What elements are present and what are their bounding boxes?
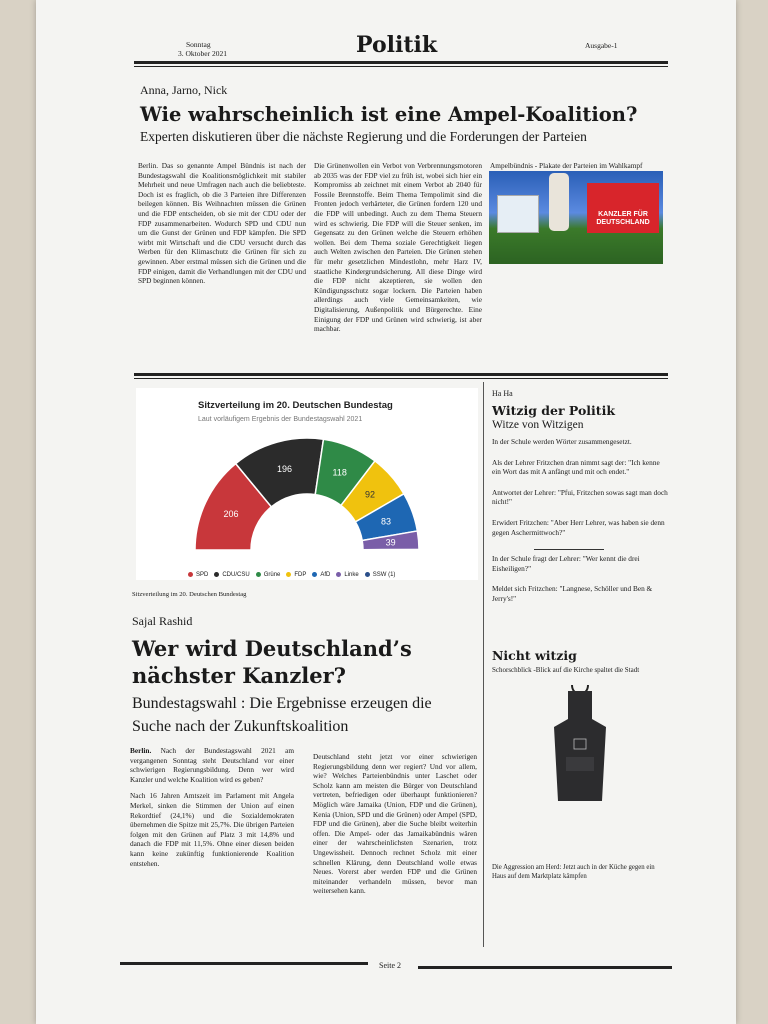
article1-photo-caption: Ampelbündnis - Plakate der Parteien im Wahlkampf <box>490 161 643 170</box>
section-title: Politik <box>356 32 438 58</box>
chart-caption: Sitzverteilung im 20. Deutschen Bundestag <box>132 591 247 598</box>
article1-col2: Die Grünenwollen ein Verbot von Verbrennungsmotoren ab 2035 was der FDP viel zu früh ist, wobei sich hier ein Kompromiss ab zeichnet mit einem Verbot ab 2040 für Fossile Brennstoffe. Beim Thema Tempolimit sind die Fronten jedoch verhärteter, die Grünen fordern 120 und die FDP will unbedingt. Auch zu dem Thema Steuern wird es schwierig. Die FDP will die Steuer senken, im Gegensatz zu den Grünen welche die Steuern erhöhen wollen. Bei dem Thema soziale Gerechtigkeit liegen auch Welten zwischen den Parteien. Die Grünen stehen für mehr gesetzlichen Mindestlohn, mehr Harz IV, staatliche Kindergrundsicherung. All diese Dinge wird die FDP nicht akzeptieren, sie wollen den Kündigungsschutz sogar lockern. Die Parteien haben allerdings auch viele Gemeinsamkeiten, wie Digitalisierung, Außenpolitik und Bürgerechte. Eine Einigung der FDP und Grünen wird schwierig, ist aber machbar. <box>314 161 482 334</box>
chart-legend <box>188 564 401 582</box>
article1-headline: Wie wahrscheinlich ist eine Ampel-Koalition? <box>140 103 638 126</box>
article1-authors: Anna, Jarno, Nick <box>140 83 228 97</box>
legend-swatch-2 <box>256 572 261 577</box>
legend-label-2: Grüne <box>263 571 281 578</box>
article2-headline: Wer wird Deutschland’s nächster Kanzler? <box>132 636 412 688</box>
issue-label: Ausgabe-1 <box>585 41 618 50</box>
sidebar-kicker: Ha Ha <box>492 389 513 398</box>
legend-item-6 <box>365 572 396 578</box>
legend-swatch-1 <box>214 572 219 577</box>
advertising-column <box>549 173 569 231</box>
legend-swatch-4 <box>312 572 317 577</box>
seat-label-5: 39 <box>385 537 396 548</box>
article2-dateline: Berlin. <box>130 746 152 755</box>
article2-author: Sajal Rashid <box>132 614 193 628</box>
legend-item-5 <box>336 572 358 578</box>
middle-rule <box>134 373 668 376</box>
not-funny-caption: Die Aggression am Herd: Jetzt auch in der Küche gegen ein Haus auf dem Marktplatz kämpfen <box>492 864 655 880</box>
legend-swatch-6 <box>365 572 370 577</box>
legend-label-4: AfD <box>320 571 331 578</box>
header-date: 3. Oktober 2021 <box>178 49 227 58</box>
joke-line-5: In der Schule fragt der Lehrer: "Wer kennt die drei Eisheiligen?" <box>492 554 640 573</box>
legend-label-5: Linke <box>344 571 359 578</box>
joke-line-3: Antwortet der Lehrer: "Pfui, Fritzchen sowas sagt man doch nicht!" <box>492 487 668 507</box>
page-number: Seite 2 <box>379 961 401 970</box>
legend-label-3: FDP <box>294 571 307 578</box>
seat-chart <box>136 428 478 558</box>
legend-swatch-0 <box>188 572 193 577</box>
legend-item-3 <box>286 572 306 578</box>
joke-line-6: Meldet sich Fritzchen: "Langnese, Schöller und Ben & Jerry's!" <box>492 584 653 603</box>
apron-image <box>550 683 610 803</box>
chart-title: Sitzverteilung im 20. Deutschen Bundestag <box>198 400 393 411</box>
article2-col2: Deutschland steht jetzt vor einer schwierigen Regierungsbildung denn wer regiert? Und vor allem, wie? Welches Parteienbündnis unter Laschet oder Scholz kann am meisten die Bürger von Deutschland vertreten, befriedigen oder überhaupt funktionieren? Möglich wäre Jamaika (Union, FDP und die Grünen), Kenia (Union, SPD und die Grünen) oder Ampel (SPD, FDP und die Grünen), aber die Suche bleibt weiterhin offen. Die Ampel- oder das Jamaikabündnis wären einer der wahrscheinlichsten Szenarien, trotz Ungewissheit. Dennoch rechnet Scholz mit einer schnellen Klärung, denn Deutschland wolle etwas Neues. Vorerst aber werden FDP und die Grünen miteinander verhandeln müssen, bevor man weitersehen kann. <box>313 752 477 896</box>
article2-subhead: Bundestagswahl : Die Ergebnisse erzeugen die Suche nach der Zukunftskoalition <box>132 695 432 735</box>
legend-swatch-5 <box>336 572 341 577</box>
not-funny-title: Nicht witzig <box>492 648 577 663</box>
legend-item-4 <box>312 572 330 578</box>
article2-paragraph-1 <box>130 746 294 784</box>
column-divider <box>483 382 484 947</box>
seat-label-3: 92 <box>365 489 376 500</box>
article2-col1 <box>130 746 294 875</box>
jokes-column <box>492 437 668 611</box>
legend-item-0 <box>188 572 208 578</box>
header-rule <box>134 61 668 64</box>
legend-label-6: SSW (1) <box>372 571 396 578</box>
seat-label-1: 196 <box>276 464 292 475</box>
footer-rule-left <box>120 962 368 965</box>
sidebar-title: Witzig der Politik <box>492 403 615 418</box>
legend-swatch-3 <box>286 572 291 577</box>
joke-line-1: In der Schule werden Wörter zusammengesetzt. <box>492 437 632 446</box>
seat-label-2: 118 <box>332 467 347 478</box>
article2-paragraph-2: Nach 16 Jahren Amtszeit im Parlament mit Angela Merkel, sinken die Stimmen der Union auf einen Rekordtief (24,1%) und die Sozialdemokraten übernehmen die Spitze mit 25,7%. Die übrigen Parteien folgen mit den Grünen auf Platz 3 mit 14,8% und danach die FDP mit 11,5%. Ohne einer diesen beiden kann keine zukünftig funktionierende Koalition entstehen. <box>130 791 294 868</box>
chart-panel <box>136 388 478 580</box>
poster-right <box>587 183 659 233</box>
article2-paragraph-1-text: Nach der Bundestagswahl 2021 am vergangenen Sonntag steht Deutschland vor einer schwierigen Regierungsbildung. Denn wer wird Kanzler und welche Koalition wird es geben? <box>130 746 294 784</box>
article1-col1: Berlin. Das so genannte Ampel Bündnis ist nach der Bundestagswahl die Koalitionsmöglichkeit mit stabiler Mehrheit und neue Umfragen nach auch die beliebteste. Doch ist es fraglich, ob die 3 Parteien ihre Differenzen beilegen können. Bis Weihnachten müssen die Grünen und die FDP entscheiden, ob sie mit der CDU oder der FDP zusammenarbeiten. Wodurch SPD und CDU nun um die Gunst der Grünen und FDP kämpfen. Die SPD wirbt mit Wirtschaft und die CDU versucht durch das Werben für den Klimaschutz die Grünen für sich zu gewinnen. Aber erstmal müssen sich die Grünen und die FDP einigen, damit die Verhandlungen mit der CDU und SPD beginnen können. <box>138 161 306 286</box>
newspaper-page <box>36 0 736 1024</box>
header-rule-thin <box>134 66 668 67</box>
joke-line-2: Als der Lehrer Fritzchen dran nimmt sagt der: "Ich kenne ein Wort das mit A anfängt und mit och endet." <box>492 457 660 477</box>
sidebar-subtitle: Witze von Witzigen <box>492 419 584 431</box>
legend-label-0: SPD <box>196 571 209 578</box>
footer-rule-right <box>418 966 672 969</box>
seat-label-0: 206 <box>223 509 239 520</box>
seat-label-4: 83 <box>380 516 391 527</box>
poster-left <box>497 195 539 233</box>
joke-separator <box>534 549 604 550</box>
legend-item-2 <box>256 572 281 578</box>
middle-rule-thin <box>134 378 668 379</box>
legend-item-1 <box>214 572 249 578</box>
article1-subhead: Experten diskutieren über die nächste Regierung und die Forderungen der Parteien <box>140 129 587 144</box>
legend-label-1: CDU/CSU <box>222 571 250 578</box>
header-day: Sonntag <box>186 40 211 49</box>
poster-right-text: KANZLER FÜR DEUTSCHLAND <box>596 211 650 226</box>
chart-subtitle: Laut vorläufigem Ergebnis der Bundestagswahl 2021 <box>198 416 363 423</box>
not-funny-subtitle: Schorschblick -Blick auf die Kirche spaltet die Stadt <box>492 666 640 674</box>
joke-line-4: Erwidert Fritzchen: "Aber Herr Lehrer, was haben sie denn gegen Aschermittwoch?" <box>492 517 665 537</box>
campaign-poster-photo <box>489 171 663 264</box>
